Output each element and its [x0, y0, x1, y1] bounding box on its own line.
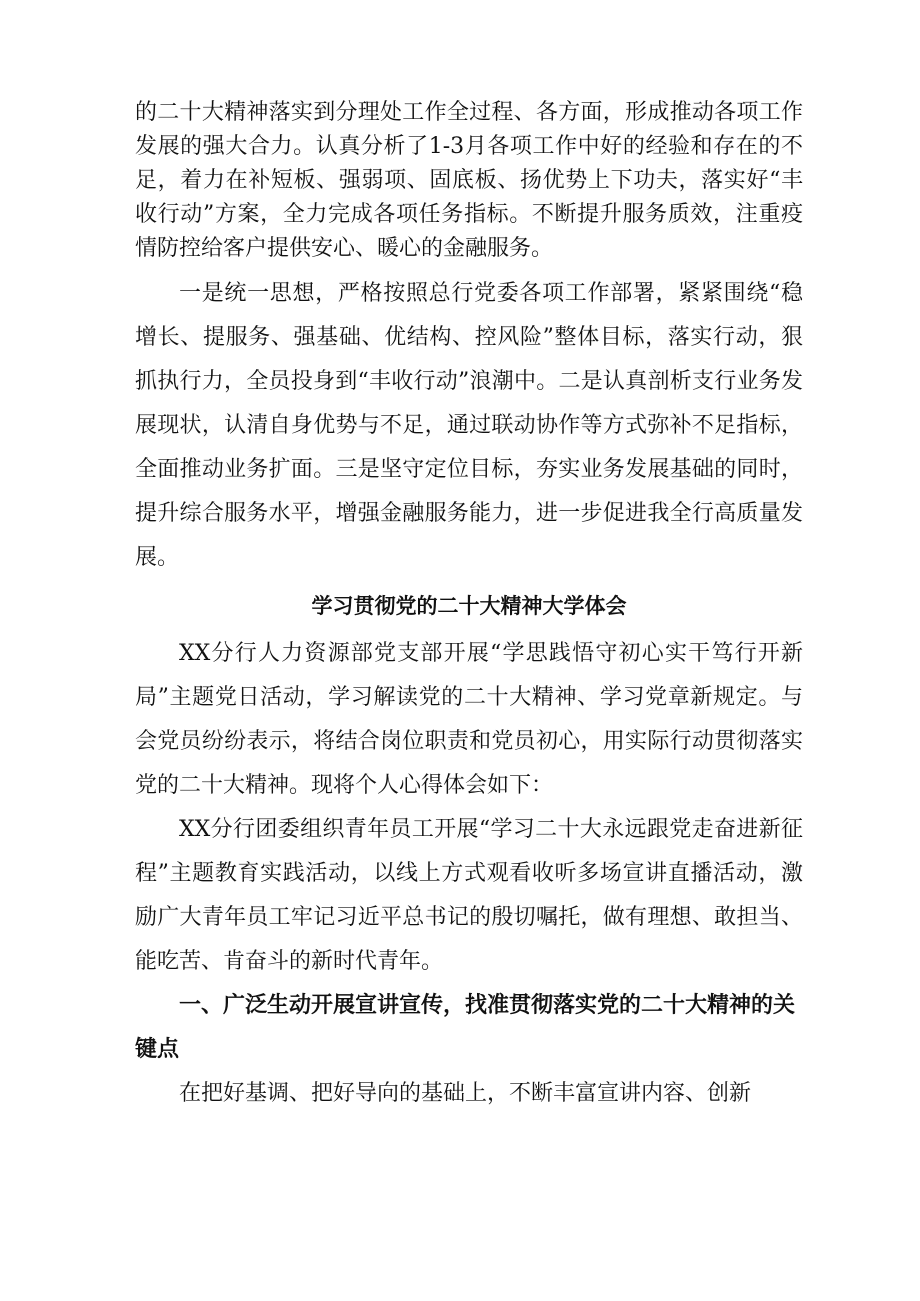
paragraph-youth-league: XX分行团委组织青年员工开展“学习二十大永远跟党走奋进新征程”主题教育实践活动，以线上方式观看收听多场宣讲直播活动，激励广大青年员工牢记习近平总书记的殷切嘱托，做有理想、敢担当、能吃苦、肯奋斗的新时代青年。	[135, 817, 803, 974]
document-page	[135, 96, 803, 1116]
paragraph-three-points: 一是统一思想，严格按照总行党委各项工作部署，紧紧围绕“稳增长、提服务、强基础、优结构、控风险”整体目标，落实行动，狠抓执行力，全员投身到“丰收行动”浪潮中。二是认真剖析支行业务发展现状，认清自身优势与不足，通过联动协作等方式弥补不足指标，全面推动业务扩面。三是坚守定位目标，夯实业务发展基础的同时，提升综合服务水平，增强金融服务能力，进一步促进我全行高质量发展。	[135, 281, 803, 570]
heading-one: 一、广泛生动开展宣讲宣传，找准贯彻落实党的二十大精神的关键点	[135, 993, 796, 1062]
paragraph-propaganda: 在把好基调、把好导向的基础上，不断丰富宣讲内容、创新	[179, 1081, 752, 1106]
section-title: 学习贯彻党的二十大精神大学体会	[311, 594, 627, 618]
paragraph-hr-branch: XX分行人力资源部党支部开展“学思践悟守初心实干笃行开新局”主题党日活动，学习解读党的二十大精神、学习党章新规定。与会党员纷纷表示，将结合岗位职责和党员初心，用实际行动贯彻落实党的二十大精神。现将个人心得体会如下：	[135, 641, 803, 798]
paragraph-intro: 的二十大精神落实到分理处工作全过程、各方面，形成推动各项工作发展的强大合力。认真分析了1-3月各项工作中好的经验和存在的不足，着力在补短板、强弱项、固底板、扬优势上下功夫，落实好“丰收行动”方案，全力完成各项任务指标。不断提升服务质效，注重疫情防控给客户提供安心、暖心的金融服务。	[135, 100, 803, 261]
